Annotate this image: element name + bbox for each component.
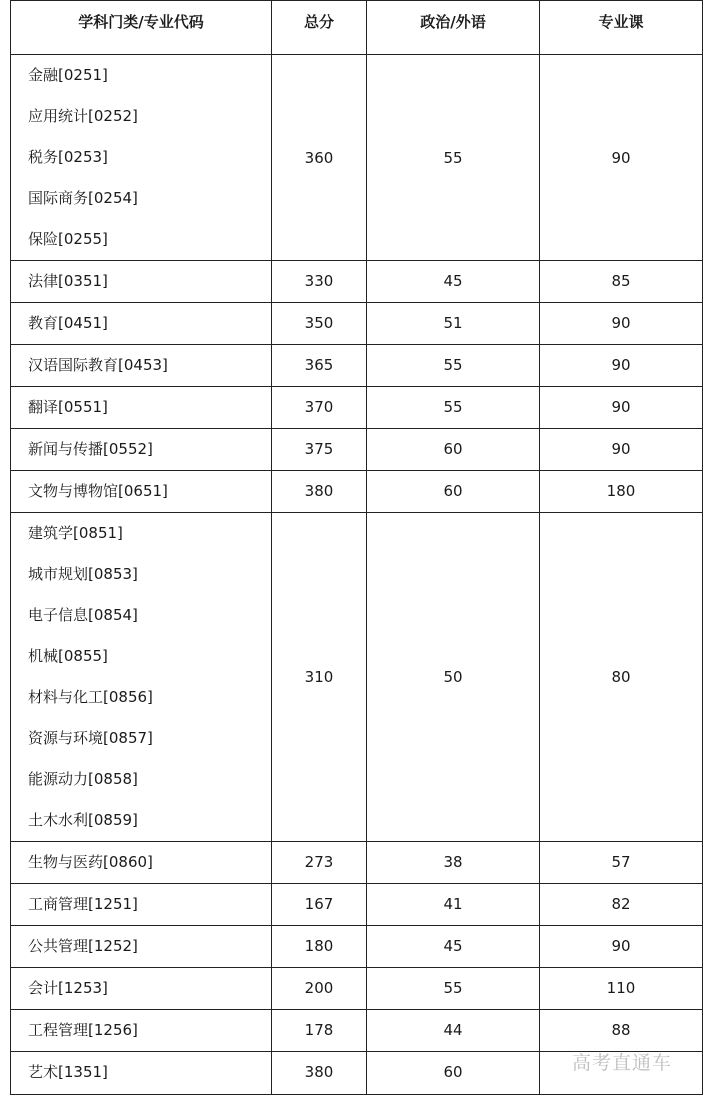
table-row [11, 884, 703, 926]
politics-language-cell: 55 [367, 55, 540, 261]
watermark: 高考直通车 [572, 1052, 673, 1074]
total-score-cell: 178 [272, 1010, 367, 1052]
discipline-cell [11, 968, 272, 1010]
discipline-cell [11, 926, 272, 968]
table-row [11, 55, 703, 261]
score-table [10, 0, 703, 1095]
major-course-cell: 180 [540, 471, 703, 513]
total-score-cell: 330 [272, 261, 367, 303]
discipline-name: 税务[0253] [28, 148, 108, 166]
total-score-cell: 365 [272, 345, 367, 387]
discipline-cell [11, 429, 272, 471]
discipline-name: 会计[1253] [28, 979, 108, 997]
politics-language-cell: 41 [367, 884, 540, 926]
total-score-cell: 273 [272, 842, 367, 884]
table-row [11, 513, 703, 842]
discipline-cell [11, 55, 272, 261]
discipline-name: 艺术[1351] [28, 1063, 108, 1081]
discipline-cell [11, 471, 272, 513]
header-major-course: 专业课 [540, 1, 703, 55]
table-row [11, 429, 703, 471]
politics-language-cell: 45 [367, 261, 540, 303]
major-course-cell: 80 [540, 513, 703, 842]
discipline-cell [11, 261, 272, 303]
discipline-name: 文物与博物馆[0651] [28, 482, 168, 500]
header-total: 总分 [272, 1, 367, 55]
discipline-name: 新闻与传播[0552] [28, 440, 153, 458]
major-course-cell: 110 [540, 968, 703, 1010]
table-row [11, 842, 703, 884]
discipline-name: 法律[0351] [28, 272, 108, 290]
table-row [11, 261, 703, 303]
table-row [11, 387, 703, 429]
total-score-cell: 370 [272, 387, 367, 429]
discipline-cell [11, 842, 272, 884]
discipline-name: 电子信息[0854] [28, 606, 138, 624]
discipline-name: 材料与化工[0856] [28, 688, 153, 706]
discipline-name: 工程管理[1256] [28, 1021, 138, 1039]
discipline-name: 翻译[0551] [28, 398, 108, 416]
discipline-name: 工商管理[1251] [28, 895, 138, 913]
politics-language-cell: 55 [367, 387, 540, 429]
header-row [11, 1, 703, 55]
discipline-name: 土木水利[0859] [28, 811, 138, 829]
discipline-cell [11, 513, 272, 842]
discipline-name: 应用统计[0252] [28, 107, 138, 125]
table-row [11, 968, 703, 1010]
politics-language-cell: 55 [367, 345, 540, 387]
discipline-name: 汉语国际教育[0453] [28, 356, 168, 374]
politics-language-cell: 60 [367, 429, 540, 471]
discipline-cell [11, 345, 272, 387]
major-course-cell: 90 [540, 303, 703, 345]
discipline-name: 能源动力[0858] [28, 770, 138, 788]
discipline-name: 建筑学[0851] [28, 524, 123, 542]
major-course-cell: 90 [540, 55, 703, 261]
total-score-cell: 350 [272, 303, 367, 345]
politics-language-cell: 60 [367, 471, 540, 513]
discipline-cell [11, 1052, 272, 1095]
discipline-name: 公共管理[1252] [28, 937, 138, 955]
major-course-cell: 57 [540, 842, 703, 884]
major-course-cell: 90 [540, 387, 703, 429]
total-score-cell: 360 [272, 55, 367, 261]
politics-language-cell: 45 [367, 926, 540, 968]
politics-language-cell: 60 [367, 1052, 540, 1095]
total-score-cell: 375 [272, 429, 367, 471]
table-row [11, 926, 703, 968]
table-row [11, 1010, 703, 1052]
header-politics-language: 政治/外语 [367, 1, 540, 55]
discipline-name: 保险[0255] [28, 230, 108, 248]
total-score-cell: 180 [272, 926, 367, 968]
discipline-cell [11, 303, 272, 345]
total-score-cell: 380 [272, 1052, 367, 1095]
major-course-cell: 90 [540, 926, 703, 968]
politics-language-cell: 55 [367, 968, 540, 1010]
table-row [11, 303, 703, 345]
discipline-cell [11, 387, 272, 429]
total-score-cell: 200 [272, 968, 367, 1010]
table-row [11, 471, 703, 513]
discipline-name: 金融[0251] [28, 66, 108, 84]
politics-language-cell: 51 [367, 303, 540, 345]
politics-language-cell: 38 [367, 842, 540, 884]
discipline-name: 资源与环境[0857] [28, 729, 153, 747]
discipline-name: 城市规划[0853] [28, 565, 138, 583]
discipline-name: 教育[0451] [28, 314, 108, 332]
discipline-cell [11, 884, 272, 926]
discipline-name: 机械[0855] [28, 647, 108, 665]
major-course-cell: 90 [540, 429, 703, 471]
major-course-cell: 85 [540, 261, 703, 303]
total-score-cell: 167 [272, 884, 367, 926]
header-discipline: 学科门类/专业代码 [11, 1, 272, 55]
politics-language-cell: 44 [367, 1010, 540, 1052]
major-course-cell: 82 [540, 884, 703, 926]
total-score-cell: 380 [272, 471, 367, 513]
discipline-name: 生物与医药[0860] [28, 853, 153, 871]
major-course-cell: 88 [540, 1010, 703, 1052]
major-course-cell: 90 [540, 345, 703, 387]
discipline-name: 国际商务[0254] [28, 189, 138, 207]
discipline-cell [11, 1010, 272, 1052]
table-row [11, 345, 703, 387]
total-score-cell: 310 [272, 513, 367, 842]
politics-language-cell: 50 [367, 513, 540, 842]
